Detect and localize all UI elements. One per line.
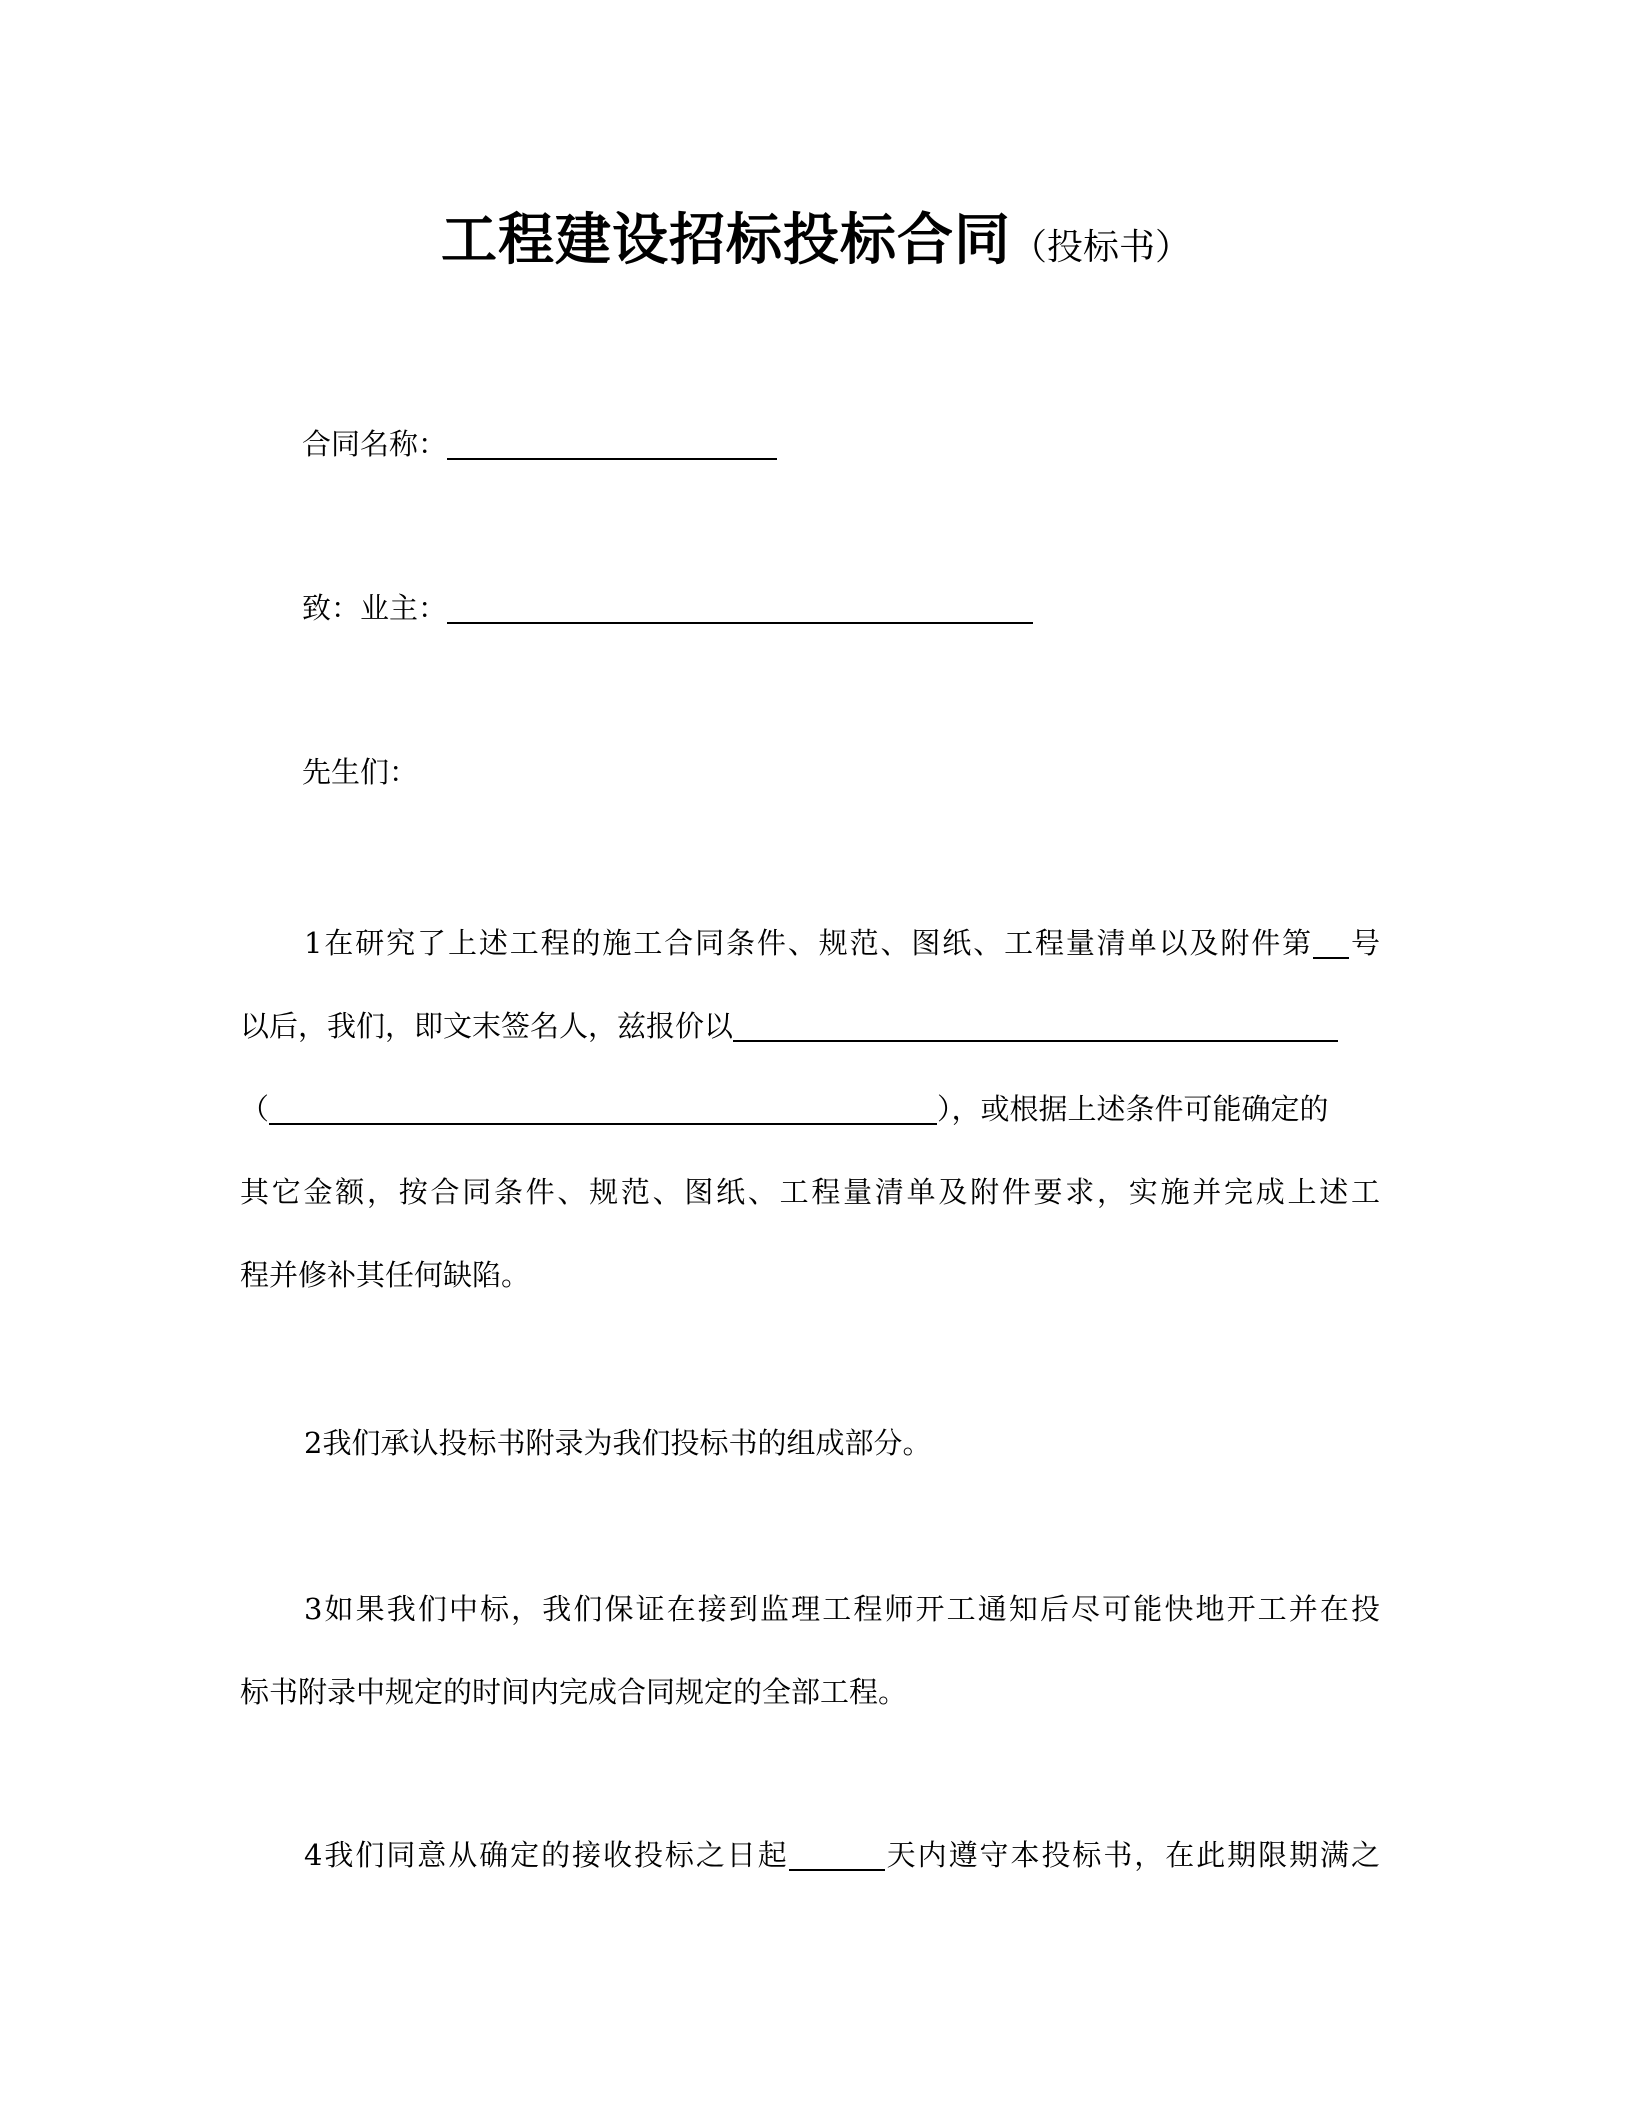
price-blank: [733, 1010, 1338, 1042]
owner-row: [302, 588, 1033, 628]
clause-1-text-a: 1在研究了上述工程的施工合同条件、规范、图纸、工程量清单以及附件第: [304, 926, 1314, 960]
document-title: [0, 196, 1632, 276]
clause-2-line-1: [240, 1402, 1380, 1485]
clause-4-line-1: [240, 1814, 1380, 1897]
clause-2: [240, 1402, 1380, 1485]
title-sub: （投标书）: [1010, 227, 1191, 268]
owner-blank: [447, 592, 1033, 624]
clause-2-text: 2我们承认投标书附录为我们投标书的组成部分。: [304, 1426, 932, 1460]
clause-3-text-a: 3如果我们中标，我们保证在接到监理工程师开工通知后尽可能快地开工并在投: [304, 1592, 1380, 1626]
clause-1-line-3: [240, 1068, 1380, 1151]
contract-name-row: [302, 424, 777, 464]
clause-3-line-1: [240, 1568, 1380, 1651]
clause-1-paren-open: （: [240, 1092, 270, 1126]
title-main: 工程建设招标投标合同: [440, 208, 1011, 273]
clause-3-line-2: 标书附录中规定的时间内完成合同规定的全部工程。: [240, 1675, 908, 1709]
days-blank: [789, 1839, 885, 1871]
clause-1-line-5: 程并修补其任何缺陷。: [240, 1258, 531, 1292]
owner-label: 致：业主：: [302, 591, 448, 625]
clause-1-line-4: 其它金额，按合同条件、规范、图纸、工程量清单及附件要求，实施并完成上述工: [240, 1175, 1380, 1209]
clause-3: [240, 1568, 1380, 1734]
clause-1-text-c: 以后，我们，即文末签名人，兹报价以: [240, 1009, 734, 1043]
contract-name-blank: [447, 428, 777, 460]
annex-number-blank: [1313, 927, 1349, 959]
clause-1-text-b: 号: [1349, 926, 1380, 960]
clause-1-line-1: [240, 902, 1380, 985]
clause-4-text-a: 4我们同意从确定的接收投标之日起: [304, 1838, 789, 1872]
clause-1: [240, 902, 1380, 1317]
clause-4: [240, 1814, 1380, 1897]
salutation: 先生们：: [302, 755, 419, 789]
contract-name-label: 合同名称：: [302, 427, 448, 461]
price-words-blank: [269, 1093, 937, 1125]
clause-4-text-b: 天内遵守本投标书，在此期限期满之: [884, 1838, 1380, 1872]
clause-1-line-2: [240, 985, 1380, 1068]
clause-1-text-d: ），或根据上述条件可能确定的: [937, 1092, 1329, 1126]
